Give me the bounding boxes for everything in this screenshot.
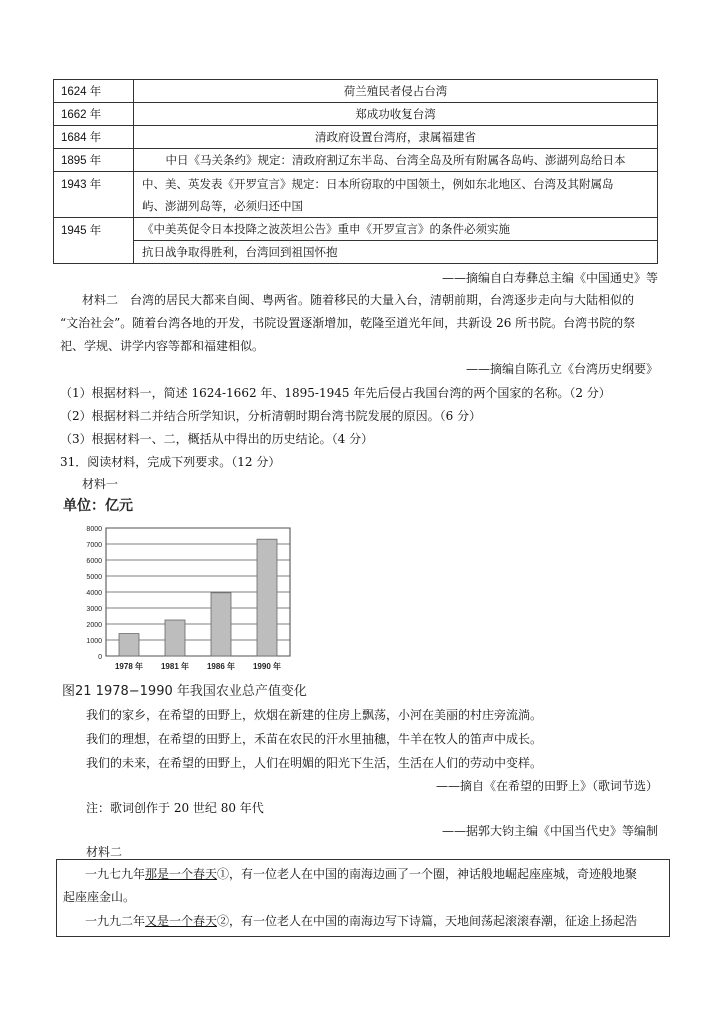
year-cell: 1895 年 [54, 149, 134, 172]
y-tick-label: 2000 [86, 622, 102, 629]
bar [211, 593, 231, 656]
table-row [54, 126, 658, 149]
unit-label: 单位：亿元 [63, 498, 133, 514]
bar [165, 620, 185, 656]
lyric-line: 我们的未来，在希望的田野上，人们在明媚的阳光下生活，生活在人们的劳动中变样。 [86, 756, 543, 770]
material1-label: 材料一 [82, 477, 119, 491]
bar [119, 634, 139, 656]
q31-title: 31．阅读材料，完成下列要求。（12 分） [60, 455, 281, 469]
year-cell: 1943 年 [54, 172, 134, 218]
material2-line: 祀、学规、讲学内容等都和福建相似。 [60, 339, 265, 353]
box-line [85, 911, 637, 932]
event-line: 中、美、英发表《开罗宣言》规定：日本所窃取的中国领土，例如东北地区、台湾及其附属岛 [142, 176, 614, 191]
underlined-phrase: 那是一个春天 [145, 867, 218, 881]
event-cell: 郑成功收复台湾 [134, 103, 658, 126]
material2-line: “文治社会”。随着台湾各地的开发，书院设置逐渐增加，乾隆至道光年间，共新设 26 所书院。台湾书院的祭 [60, 316, 636, 330]
underlined-phrase: 又是一个春天 [145, 914, 218, 928]
note: 注：歌词创作于 20 世纪 80 年代 [86, 801, 264, 815]
material2-label: 材料二 [86, 845, 123, 859]
event-line: 屿、澎湖列岛等，必须归还中国 [142, 198, 303, 213]
y-tick-label: 0 [98, 654, 102, 661]
y-tick-label: 7000 [86, 542, 102, 549]
material2-box [56, 859, 670, 937]
bar-chart [60, 518, 322, 676]
event-cell [134, 172, 658, 218]
x-tick-label: 1978 年 [114, 662, 144, 671]
box-text: 一九九二年 [85, 914, 146, 928]
bar [257, 539, 277, 656]
lyrics-source: ——摘自《在希望的田野上》（歌词节选） [435, 779, 658, 793]
table-row [54, 241, 658, 264]
material2-source: ——摘编自陈孔立《台湾历史纲要》 [465, 362, 658, 376]
event-cell: 清政府设置台湾府，隶属福建省 [134, 126, 658, 149]
table-row [54, 80, 658, 103]
event-cell: 《中美英促令日本投降之波茨坦公告》重申《开罗宣言》的条件必须实施 [134, 218, 658, 241]
box-line: 起座座金山。 [63, 890, 136, 904]
timeline-table [53, 79, 658, 264]
year-cell: 1684 年 [54, 126, 134, 149]
material-source: ——据郭大钧主编《中国当代史》等编制 [441, 824, 658, 838]
lyric-line: 我们的家乡，在希望的田野上，炊烟在新建的住房上飘荡，小河在美丽的村庄旁流淌。 [86, 708, 543, 722]
table-row [54, 172, 658, 218]
event-cell: 抗日战争取得胜利，台湾回到祖国怀抱 [134, 241, 658, 264]
question-3: （3）根据材料一、二，概括从中得出的历史结论。（4 分） [60, 432, 374, 446]
year-cell: 1945 年 [54, 218, 134, 264]
y-tick-label: 5000 [86, 574, 102, 581]
table-row [54, 103, 658, 126]
x-tick-label: 1981 年 [160, 662, 190, 671]
event-cell: 荷兰殖民者侵占台湾 [134, 80, 658, 103]
x-tick-label: 1990 年 [252, 662, 282, 671]
year-cell: 1662 年 [54, 103, 134, 126]
y-tick-label: 4000 [86, 590, 102, 597]
y-tick-label: 8000 [86, 526, 102, 533]
table-row [54, 218, 658, 241]
table-row [54, 149, 658, 172]
x-tick-label: 1986 年 [206, 662, 236, 671]
event-cell: 中日《马关条约》规定：清政府割辽东半岛、台湾全岛及所有附属各岛屿、澎湖列岛给日本 [134, 149, 658, 172]
question-1: （1）根据材料一，简述 1624-1662 年、1895-1945 年先后侵占我国台湾的两个国家的名称。（2 分） [60, 386, 611, 400]
question-2: （2）根据材料二并结合所学知识，分析清朝时期台湾书院发展的原因。（6 分） [60, 409, 482, 423]
lyric-line: 我们的理想，在希望的田野上，禾苗在农民的汗水里抽穗，牛羊在牧人的笛声中成长。 [86, 732, 543, 746]
box-text: 一九七九年 [85, 867, 146, 881]
box-text: ②，有一位老人在中国的南海边写下诗篇，天地间荡起滚滚春潮，征途上扬起浩 [217, 914, 638, 928]
y-tick-label: 1000 [86, 638, 102, 645]
year-cell: 1624 年 [54, 80, 134, 103]
chart-caption: 图21 1978−1990 年我国农业总产值变化 [62, 684, 307, 699]
material2-line: 材料二 台湾的居民大都来自闽、粤两省。随着移民的大量入台，清朝前期，台湾逐步走向与大陆相似的 [82, 293, 635, 307]
table-source: ——摘编自白寿彝总主编《中国通史》等 [441, 271, 658, 285]
y-tick-label: 3000 [86, 606, 102, 613]
box-text: ①，有一位老人在中国的南海边画了一个圈，神话般地崛起座座城，奇迹般地聚 [217, 867, 638, 881]
box-line [85, 864, 637, 885]
y-tick-label: 6000 [86, 558, 102, 565]
